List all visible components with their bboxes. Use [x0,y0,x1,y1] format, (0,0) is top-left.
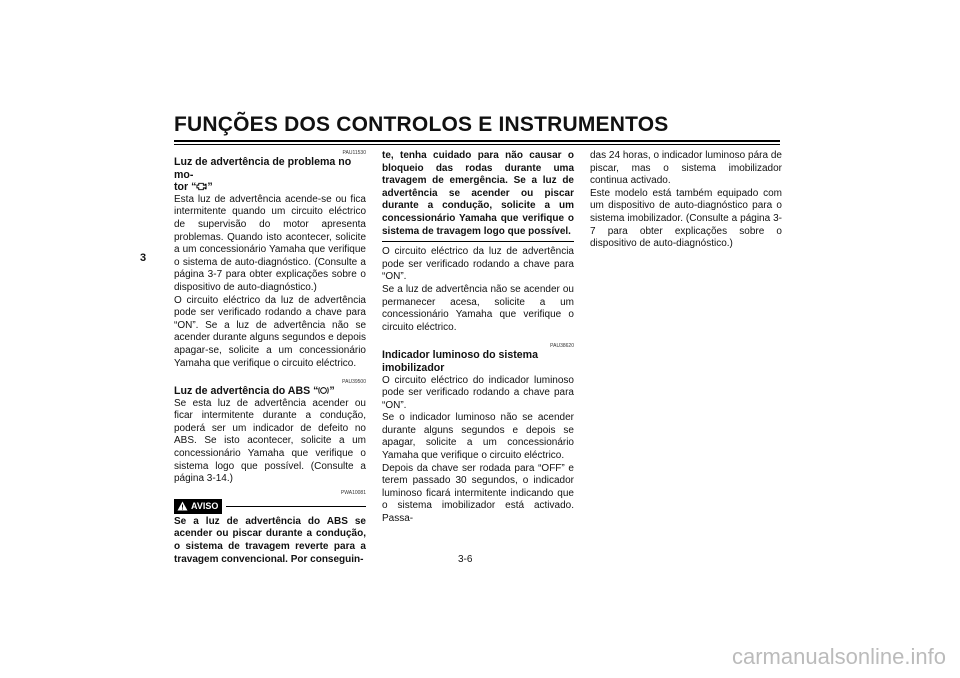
column-1 [174,150,366,566]
warning-code: PWA10081 [340,489,366,496]
heading-text: ” [329,385,335,398]
abs-icon [318,386,329,395]
column-3 [590,150,782,251]
warning-end-rule [382,241,574,242]
heading-text: Luz de advertência do ABS “ [174,385,319,398]
warning-label: AVISO [191,501,219,512]
paragraph: O circuito eléctrico da luz de advertência pode ser verificado rodando a chave para “ON”. [382,246,574,283]
header-rule [174,140,780,142]
warning-label-row [174,499,366,514]
column-2 [382,150,574,526]
warning-triangle-icon [177,501,188,511]
paragraph: Depois da chave ser rodada para “OFF” e terem passado 30 segundos, o indicador luminoso ficará intermitente indicando que o sistema imobilizador está activado. Passa- [382,462,574,525]
paragraph: O circuito eléctrico da luz de advertência pode ser verificado rodando a chave para “ON”. Se a luz de advertência não se acender durante alguns segundos e depois apagar-se, solicite a um concessionário Yamaha que verifique o circuito eléctrico. [174,294,366,369]
paragraph: Este modelo está também equipado com um dispositivo de auto-diagnóstico para o sistema imobilizador. (Consulte a página 3-7 para obter explicações sobre o dispositivo de auto-diagnóstico.) [590,187,782,250]
section-heading-engine-warning [174,156,366,194]
heading-text: Luz de advertência de problema no mo- [174,156,352,181]
section-code: PAU11530 [342,150,366,156]
heading-text: ” [207,181,213,194]
section-heading-immobilizer: Indicador luminoso do sistema imobilizador [382,349,538,374]
warning-rule [226,506,366,507]
paragraph: O circuito eléctrico do indicador luminoso pode ser verificado rodando a chave para “ON”. [382,374,574,411]
paragraph: das 24 horas, o indicador luminoso pára de piscar, mas o sistema imobilizador continua activado. [590,150,782,187]
watermark: carmanualsonline.info [731,644,946,669]
warning-badge [174,499,222,514]
paragraph: Se a luz de advertência não se acender ou permanecer acesa, solicite a um concessionário Yamaha que verifique o circuito eléctrico. [382,283,574,333]
section-heading-abs-warning [174,385,366,398]
engine-warning-icon [196,182,207,191]
page-number: 3-6 [458,554,473,565]
section-code: PAU39500 [342,379,366,386]
paragraph: Se o indicador luminoso não se acender durante alguns segundos e depois se apagar, solicite a um concessionário Yamaha que verifique o circuito eléctrico. [382,412,574,462]
chapter-tab: 3 [140,252,147,264]
warning-text: Se a luz de advertência do ABS se acender ou piscar durante a condução, o sistema de travagem reverte para a travagem convencional. Por conseguin- [174,515,366,565]
paragraph: Esta luz de advertência acende-se ou fica intermitente quando um circuito eléctrico de supervisão do motor apresenta problemas. Quando isto acontecer, solicite a um concessionário Yamaha que verifique o sistema de auto-diagnóstico. (Consulte a página 3-7 para obter explicações sobre o dispositivo de auto-diagnóstico.) [174,193,366,293]
header-rule-thin [174,144,780,145]
page-title: FUNÇÕES DOS CONTROLOS E INSTRUMENTOS [174,113,669,136]
section-code: PAU38620 [550,343,574,350]
warning-text-continued: te, tenha cuidado para não causar o bloqueio das rodas durante uma travagem de emergência. Se a luz de advertência se acender ou piscar durante a condução, solicite a um concessionário Yamaha que verifique o sistema de travagem logo que possível. [382,150,574,237]
heading-text: tor “ [174,181,197,194]
paragraph: Se esta luz de advertência acender ou ficar intermitente durante a condução, poderá ser um indicador de defeito no ABS. Se isto acontecer, solicite a um concessionário Yamaha que verifique o sistema logo que possível. (Consulte a página 3-14.) [174,397,366,485]
